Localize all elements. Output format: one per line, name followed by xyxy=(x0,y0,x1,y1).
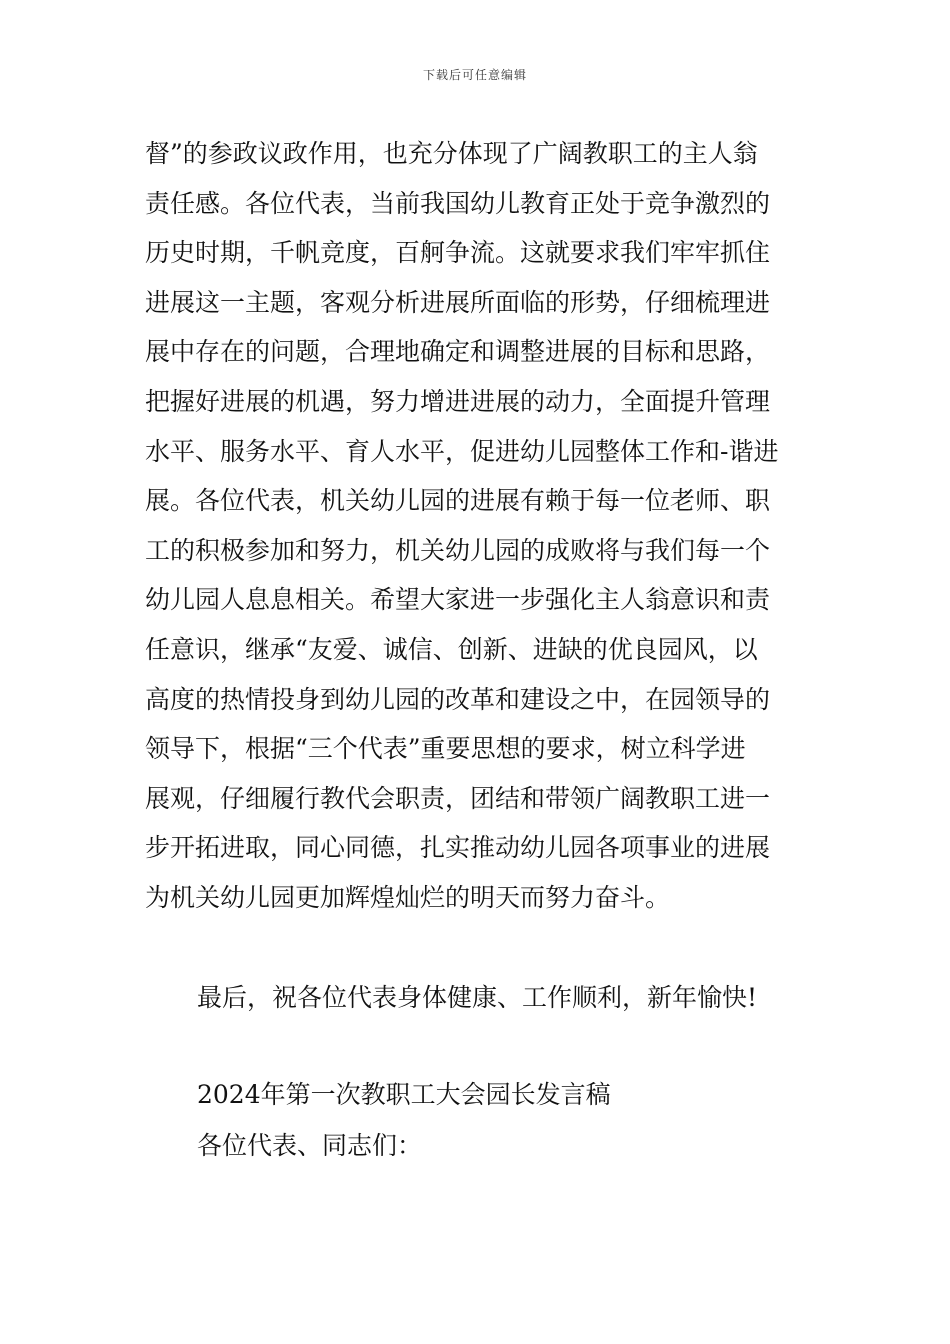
body-paragraph xyxy=(145,129,815,923)
text-line: 幼儿园人息息相关。希望大家进一步强化主人翁意识和责 xyxy=(145,585,771,615)
text-line: 展观，仔细履行教代会职责，团结和带领广阔教职工进一 xyxy=(145,783,771,813)
page-header-note: 下载后可任意编辑 xyxy=(422,68,527,82)
salutation: 各位代表、同志们： xyxy=(197,1131,423,1160)
text-line: 督”的参政议政作用，也充分体现了广阔教职工的主人翁 xyxy=(145,139,758,168)
text-line: 进展这一主题，客观分析进展所面临的形势，仔细梳理进 xyxy=(145,287,771,317)
closing-wishes: 最后，祝各位代表身体健康、工作顺利，新年愉快! xyxy=(197,983,758,1012)
text-line: 高度的热情投身到幼儿园的改革和建设之中，在园领导的 xyxy=(145,684,771,714)
text-line: 为机关幼儿园更加辉煌灿烂的明天而努力奋斗。 xyxy=(145,882,671,912)
text-line: 领导下，根据“三个代表”重要思想的要求，树立科学进 xyxy=(145,734,746,764)
text-line: 展。各位代表，机关幼儿园的进展有赖于每一位老师、职 xyxy=(145,486,771,516)
text-line: 把握好进展的机遇，努力增进进展的动力，全面提升管理 xyxy=(145,386,771,416)
document-title: 2024年第一次教职工大会园长发言稿 xyxy=(197,1080,611,1109)
text-line: 水平、服务水平、育人水平，促进幼儿园整体工作和-谐进 xyxy=(145,436,779,466)
text-line: 展中存在的问题，合理地确定和调整进展的目标和思路， xyxy=(145,337,771,367)
text-line: 历史时期，千帆竞度，百舸争流。这就要求我们牢牢抓住 xyxy=(145,238,771,268)
text-line: 责任感。各位代表，当前我国幼儿教育正处于竞争激烈的 xyxy=(145,188,771,218)
text-line: 工的积极参加和努力，机关幼儿园的成败将与我们每一个 xyxy=(145,535,771,565)
text-line: 任意识，继承“友爱、诚信、创新、进缺的优良园风，以 xyxy=(145,634,758,664)
text-line: 步开拓进取，同心同德，扎实推动幼儿园各项事业的进展 xyxy=(145,833,771,863)
